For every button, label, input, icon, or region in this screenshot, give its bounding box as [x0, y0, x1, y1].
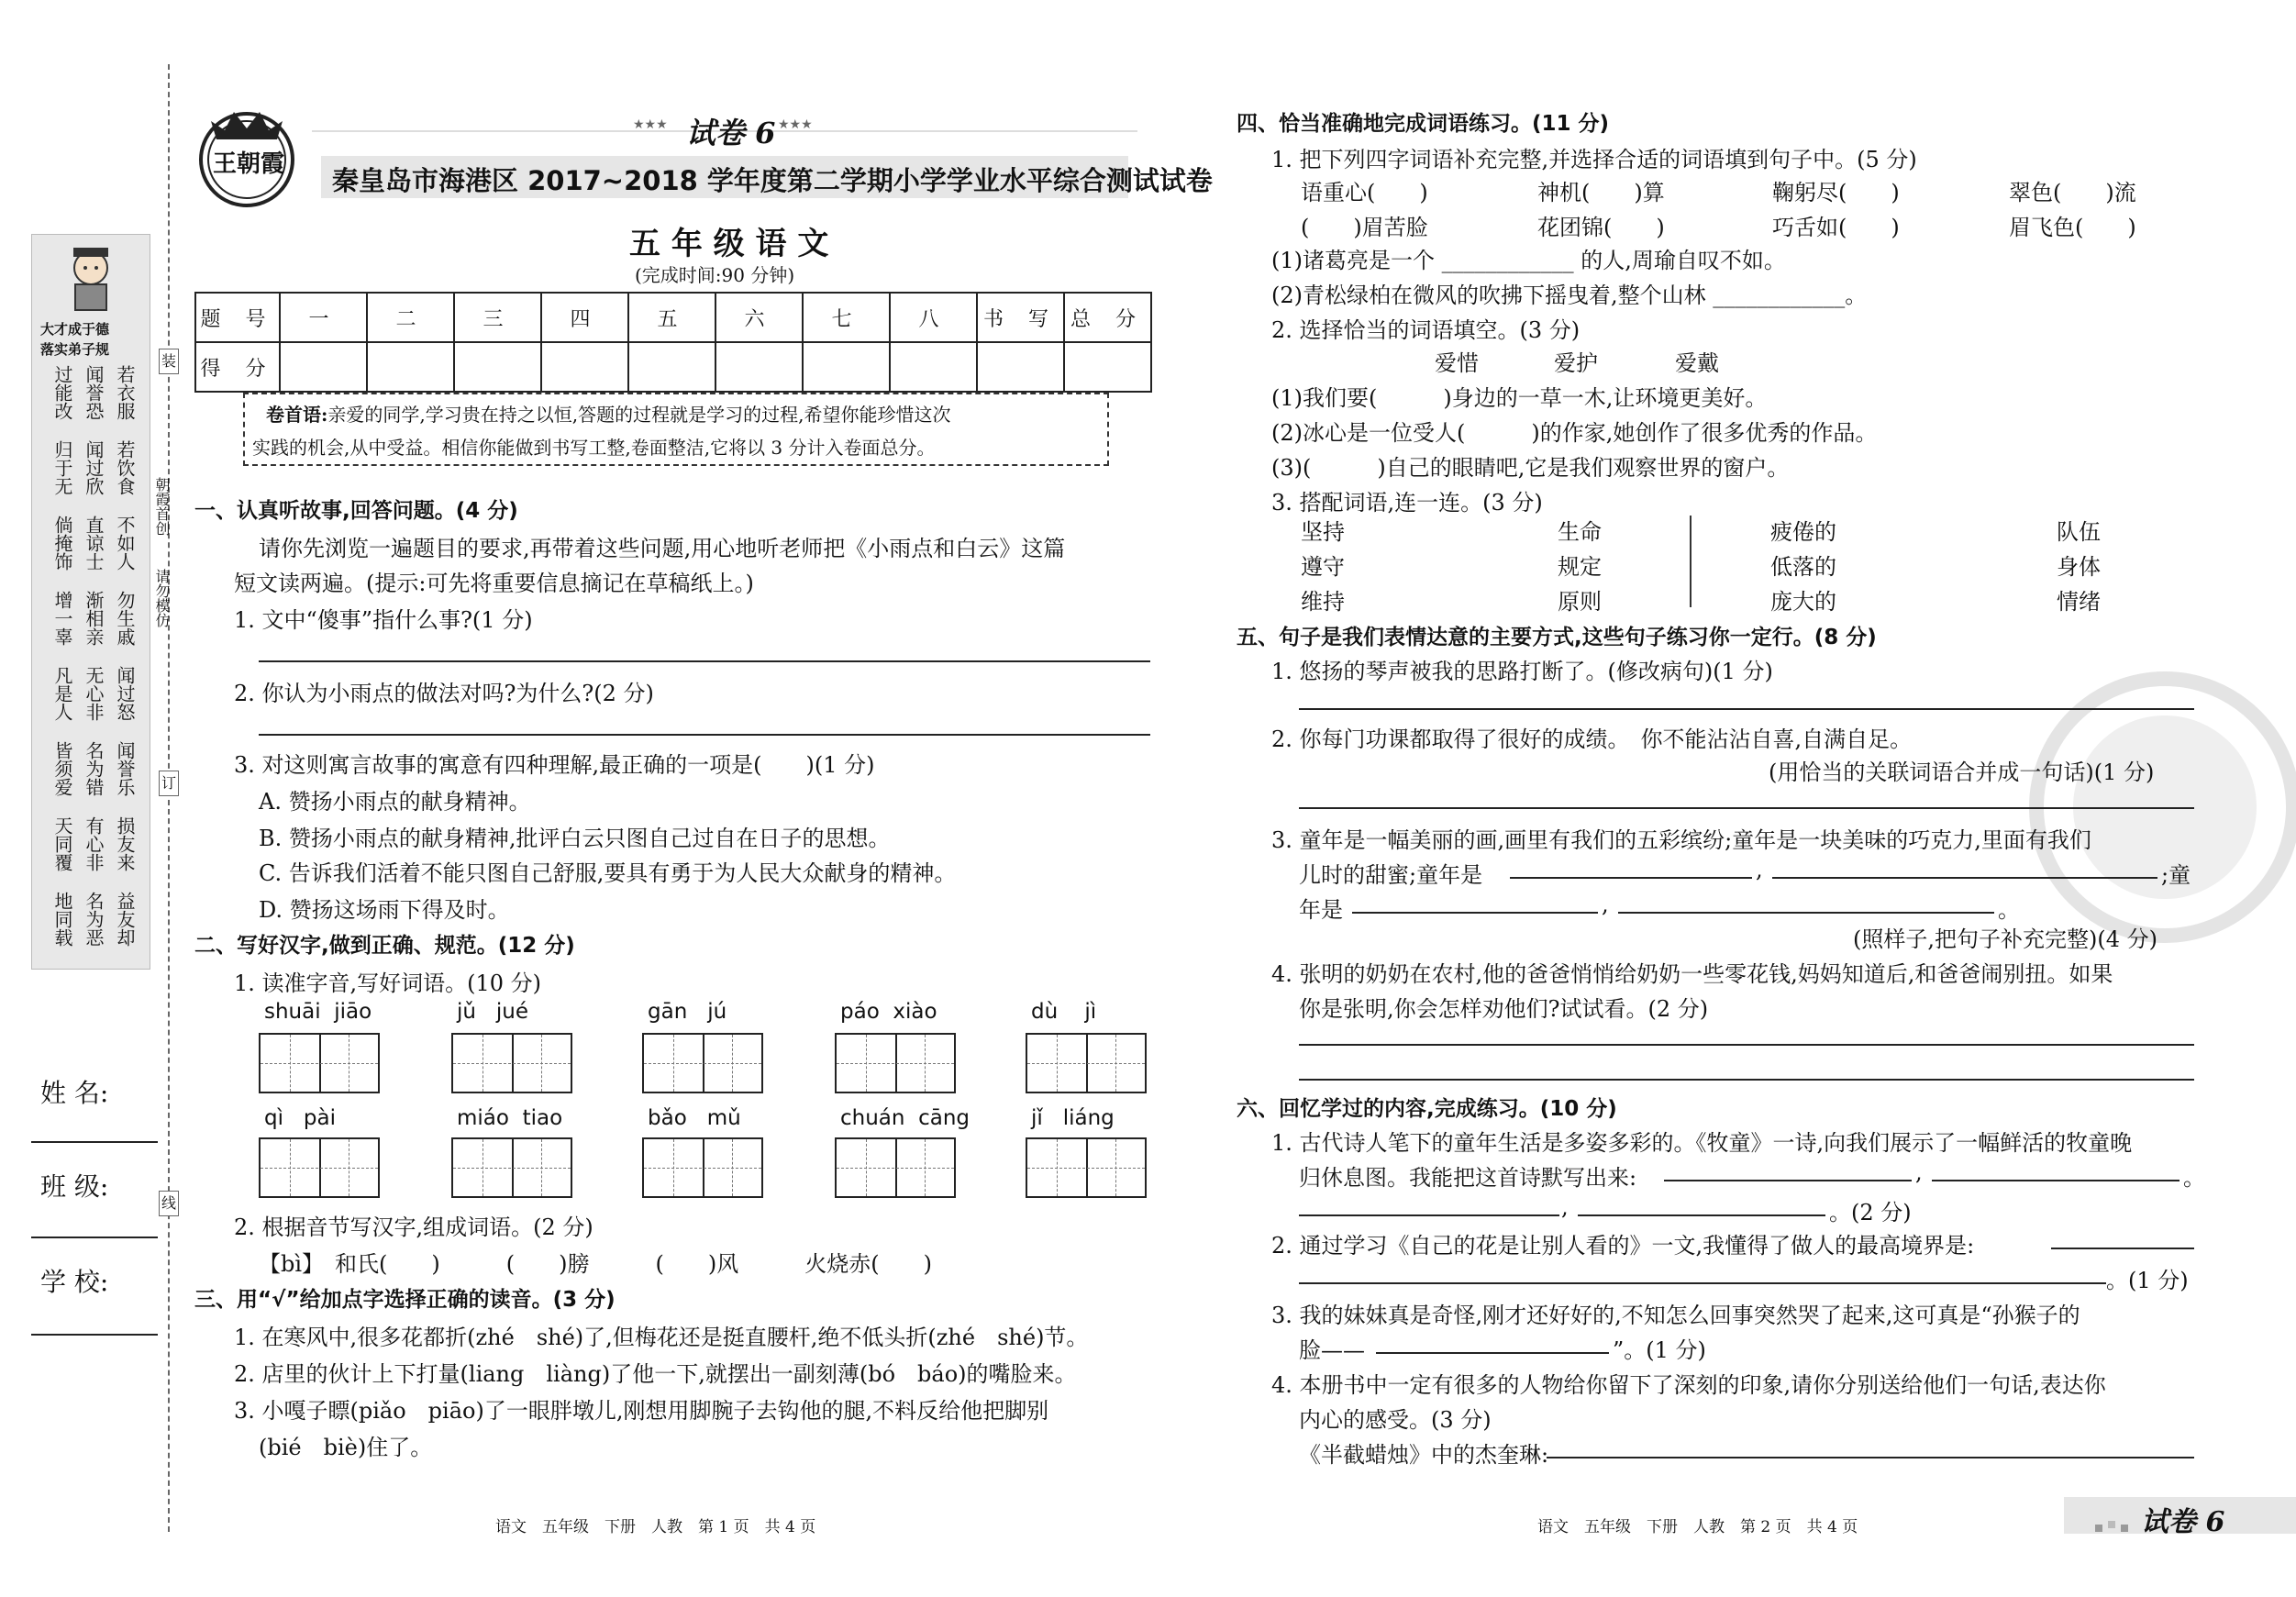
writing-grid-box[interactable] [259, 1033, 380, 1093]
sidebar-verse-column: 渐相亲 [83, 591, 105, 646]
s6-q2-blank-2[interactable] [1299, 1282, 2106, 1284]
s6-q1b: 归休息图。我能把这首诗默写出来: [1299, 1165, 1637, 1191]
s6-q3-end: ”。(1 分) [1613, 1337, 1706, 1363]
writing-grid-box[interactable] [642, 1137, 763, 1198]
sidebar-verse-column: 益友却 [114, 892, 136, 947]
s5-q3-blank-2[interactable] [1772, 877, 2157, 879]
sidebar-slogan-2: 落实弟子规 [40, 341, 110, 358]
score-input-cell[interactable] [280, 342, 367, 392]
match-word[interactable]: 坚持 [1301, 519, 1345, 545]
s6-q2-score: 。(1 分) [2106, 1268, 2189, 1293]
score-input-cell[interactable] [628, 342, 715, 392]
s6-poem-blank-4[interactable] [1578, 1214, 1825, 1216]
sidebar-verse-column: 名为错 [83, 741, 105, 796]
idiom-fill-item[interactable]: 眉飞色( ) [2009, 215, 2136, 240]
class-field[interactable] [31, 1237, 158, 1238]
school-field[interactable] [31, 1334, 158, 1336]
match-word[interactable]: 低落的 [1770, 554, 1836, 580]
score-row-label: 得 分 [195, 342, 280, 392]
writing-grid-box[interactable] [451, 1137, 572, 1198]
s5-q3-blank-1[interactable] [1510, 877, 1752, 879]
s2-q2: 2. 根据音节写汉字,组成词语。(2 分) [234, 1214, 593, 1240]
score-header-cell: 八 [890, 293, 977, 342]
section-4-title: 四、恰当准确地完成词语练习。(11 分) [1237, 112, 1610, 136]
school-label: 学 校: [40, 1267, 109, 1297]
s5-q1: 1. 悠扬的琴声被我的思路打断了。(修改病句)(1 分) [1271, 659, 1773, 684]
vertical-note-1: 朝霞首创 [153, 477, 171, 536]
s4-q1: 1. 把下列四字词语补充完整,并选择合适的词语填到句子中。(5 分) [1271, 147, 1917, 172]
s4-choice-1: 爱惜 [1435, 350, 1479, 376]
sidebar-verse-column: 无心非 [83, 666, 105, 721]
sidebar-verse-column: 损友来 [114, 816, 136, 871]
s5-q3-period: 。 [1998, 897, 2020, 923]
s4-q3: 3. 搭配词语,连一连。(3 分) [1271, 490, 1543, 516]
s6-q4-blank[interactable] [1547, 1457, 2194, 1458]
s1-q1: 1. 文中“傻事”指什么事?(1 分) [234, 607, 533, 633]
footer-right: 语文 五年级 下册 人教 第 2 页 共 4 页 [1537, 1518, 1858, 1536]
s3-q2[interactable]: 2. 店里的伙计上下打量(liang liàng)了他一下,就摆出一副刻薄(bó báo)的嘴脸来。 [234, 1361, 1077, 1387]
notice-line-1: 卷首语:亲爱的同学,学习贵在持之以恒,答题的过程就是学习的过程,希望你能珍惜这次 [266, 404, 951, 426]
exam-title: 秦皇岛市海港区 2017~2018 学年度第二学期小学学业水平综合测试试卷 [332, 165, 1213, 196]
s5-q3-blank-3[interactable] [1352, 912, 1598, 914]
match-word[interactable]: 维持 [1301, 589, 1345, 615]
s6-comma-2: , [1561, 1194, 1569, 1220]
score-input-cell[interactable] [715, 342, 803, 392]
s3-q3b[interactable]: (bié biè)住了。 [259, 1435, 433, 1460]
score-header-cell: 二 [367, 293, 454, 342]
match-word[interactable]: 身体 [2057, 554, 2101, 580]
s6-q2-blank-1[interactable] [2051, 1248, 2194, 1249]
footer-badge: 试卷 6 [2141, 1506, 2225, 1538]
s4-q2: 2. 选择恰当的词语填空。(3 分) [1271, 317, 1581, 343]
score-header-cell: 六 [715, 293, 803, 342]
s5-q3b: 儿时的甜蜜;童年是 [1299, 862, 1483, 888]
pinyin-label: miáo tiao [457, 1106, 563, 1130]
match-word[interactable]: 生命 [1558, 519, 1602, 545]
idiom-fill-item[interactable]: ( )眉苦脸 [1301, 215, 1428, 240]
score-input-cell[interactable] [367, 342, 454, 392]
match-word[interactable]: 庞大的 [1770, 589, 1836, 615]
s1-option-b[interactable]: B. 赞扬小雨点的献身精神,批评白云只图自己过自在日子的思想。 [259, 826, 891, 851]
score-input-cell[interactable] [803, 342, 890, 392]
pinyin-label: dù jì [1031, 1000, 1097, 1024]
score-input-cell[interactable] [1064, 342, 1151, 392]
s5-q3-comma-1: , [1756, 857, 1763, 882]
match-word[interactable]: 原则 [1558, 589, 1602, 615]
sidebar-verse-column: 不如人 [114, 516, 136, 571]
s4-sentence-1[interactable]: (1)诸葛亮是一个 ____________ 的人,周瑜自叹不如。 [1271, 248, 1786, 273]
score-header-cell: 总 分 [1064, 293, 1151, 342]
s1-q1-answer[interactable] [259, 660, 1150, 662]
score-table [194, 292, 1152, 393]
section-6-title: 六、回忆学过的内容,完成练习。(10 分) [1237, 1097, 1617, 1121]
fold-mark-3: 线 [159, 1191, 179, 1216]
subject-title: 五 年 级 语 文 [629, 226, 829, 262]
s5-q4b: 你是张明,你会怎样劝他们?试试看。(2 分) [1299, 996, 1709, 1022]
score-input-cell[interactable] [454, 342, 541, 392]
s5-q3a: 3. 童年是一幅美丽的画,画里有我们的五彩缤纷;童年是一块美味的巧克力,里面有我们 [1271, 827, 2091, 853]
sidebar-verse-column: 闻过怒 [114, 666, 136, 721]
name-field[interactable] [31, 1141, 158, 1143]
sidebar-verse-column: 若衣服 [114, 365, 136, 420]
idiom-fill-item[interactable]: 巧舌如( ) [1772, 215, 1900, 240]
writing-grid-box[interactable] [259, 1137, 380, 1198]
match-divider [1690, 516, 1691, 607]
sidebar-mascot [55, 240, 127, 314]
pinyin-label: jǔ jué [457, 1000, 529, 1024]
pinyin-label: chuán cāng [840, 1106, 971, 1130]
s4-sentence-2[interactable]: (2)青松绿柏在微风的吹拂下摇曳着,整个山林 ____________。 [1271, 283, 1868, 308]
sidebar-verse-column: 闻誉乐 [114, 741, 136, 796]
name-label: 姓 名: [40, 1078, 109, 1108]
sidebar-verse-column: 天同覆 [51, 816, 73, 871]
sidebar-verse-column: 名为恶 [83, 892, 105, 947]
score-input-cell[interactable] [541, 342, 628, 392]
s6-q2: 2. 通过学习《自己的花是让别人看的》一文,我懂得了做人的最高境界是: [1271, 1233, 1975, 1259]
sidebar-verse-column: 闻誉恐 [83, 365, 105, 420]
match-word[interactable]: 疲倦的 [1770, 519, 1836, 545]
match-word[interactable]: 情绪 [2057, 589, 2101, 615]
score-header-cell: 四 [541, 293, 628, 342]
match-word[interactable]: 队伍 [2057, 519, 2101, 545]
score-header-cell: 书 写 [977, 293, 1064, 342]
s3-q1[interactable]: 1. 在寒风中,很多花都折(zhé shé)了,但梅花还是挺直腰杆,绝不低头折(zhé shé)节。 [234, 1325, 1089, 1350]
sidebar-verse-column: 若饮食 [114, 440, 136, 495]
fold-mark-2: 订 [159, 771, 179, 796]
writing-grid-box[interactable] [835, 1033, 956, 1093]
sidebar-verse-column: 皆须爱 [51, 741, 73, 796]
s2-q1: 1. 读准字音,写好词语。(10 分) [234, 970, 542, 996]
pinyin-label: bǎo mǔ [648, 1106, 741, 1130]
s5-q2-answer[interactable] [1299, 807, 2194, 809]
s4-choice-2: 爱护 [1554, 350, 1598, 376]
s5-q2: 2. 你每门功课都取得了很好的成绩。 你不能沾沾自喜,自满自足。 [1271, 726, 1913, 752]
writing-grid-box[interactable] [835, 1137, 956, 1198]
pinyin-label: páo xiào [840, 1000, 937, 1024]
section-5-title: 五、句子是我们表情达意的主要方式,这些句子练习你一定行。(8 分) [1237, 626, 1877, 649]
footer-badge-dots [2095, 1512, 2132, 1523]
match-word[interactable]: 遵守 [1301, 554, 1345, 580]
s1-q2-answer[interactable] [259, 734, 1150, 736]
s5-q2-note: (用恰当的关联词语合并成一句话)(1 分) [1769, 760, 2155, 785]
paper-stars-right: ★★★ [778, 117, 813, 132]
score-header-cell: 题 号 [195, 293, 280, 342]
sidebar-verse-column: 闻过欣 [83, 440, 105, 495]
writing-grid-box[interactable] [451, 1033, 572, 1093]
s5-q1-answer[interactable] [1299, 708, 2194, 710]
s5-q3-semicolon: ;童 [2161, 862, 2191, 888]
s6-q4b: 内心的感受。(3 分) [1299, 1407, 1492, 1433]
sidebar-verse-column: 倘掩饰 [51, 516, 73, 571]
s3-q3a[interactable]: 3. 小嘎子瞟(piǎo piāo)了一眼胖墩儿,刚想用脚腕子去钩他的腿,不料反给他把脚别 [234, 1398, 1049, 1424]
sidebar-verse-column: 增一辜 [51, 591, 73, 646]
section-2-title: 二、写好汉字,做到正确、规范。(12 分) [194, 934, 575, 958]
notice-line-2: 实践的机会,从中受益。相信你能做到书写工整,卷面整洁,它将以 3 分计入卷面总分。 [252, 437, 936, 459]
class-label: 班 级: [40, 1171, 109, 1202]
s1-intro-1: 请你先浏览一遍题目的要求,再带着这些问题,用心地听老师把《小雨点和白云》这篇 [259, 536, 1066, 561]
s6-q3b: 脸—— [1299, 1337, 1365, 1363]
sidebar-verse-column: 凡是人 [51, 666, 73, 721]
s4-choice-sentence-2[interactable]: (2)冰心是一位受人( )的作家,她创作了很多优秀的作品。 [1271, 420, 1878, 446]
s6-q1a: 1. 古代诗人笔下的童年生活是多姿多彩的。《牧童》一诗,向我们展示了一幅鲜活的牧童晚 [1271, 1130, 2133, 1156]
section-1-title: 一、认真听故事,回答问题。(4 分) [194, 499, 518, 523]
score-input-cell[interactable] [890, 342, 977, 392]
score-header-cell: 三 [454, 293, 541, 342]
sidebar-verse-column: 过能改 [51, 365, 73, 420]
s1-option-d[interactable]: D. 赞扬这场雨下得及时。 [259, 897, 510, 923]
pinyin-label: gān jú [648, 1000, 727, 1024]
s6-q4c: 《半截蜡烛》中的杰奎琳: [1299, 1442, 1549, 1468]
s1-option-a[interactable]: A. 赞扬小雨点的献身精神。 [259, 789, 531, 815]
footer-left: 语文 五年级 下册 人教 第 1 页 共 4 页 [495, 1518, 816, 1536]
score-header-cell: 一 [280, 293, 367, 342]
binding-line [168, 64, 170, 1532]
idiom-fill-item[interactable]: 鞠躬尽( ) [1772, 180, 1900, 205]
s6-comma-1: , [1915, 1159, 1923, 1185]
fold-mark-1: 装 [159, 349, 179, 374]
pinyin-label: shuāi jiāo [264, 1000, 372, 1024]
writing-grid-box[interactable] [1026, 1137, 1147, 1198]
writing-grid-box[interactable] [1026, 1033, 1147, 1093]
section-3-title: 三、用“√”给加点字选择正确的读音。(3 分) [194, 1288, 616, 1312]
writing-grid-box[interactable] [642, 1033, 763, 1093]
s5-q3-note: (照样子,把句子补充完整)(4 分) [1853, 926, 2157, 952]
s5-q4-answer-1[interactable] [1299, 1044, 2194, 1046]
idiom-fill-item[interactable]: 翠色( )流 [2009, 180, 2136, 205]
score-header-cell: 七 [803, 293, 890, 342]
score-header-cell: 五 [628, 293, 715, 342]
s5-q4a: 4. 张明的奶奶在农村,他的爸爸悄悄给奶奶一些零花钱,妈妈知道后,和爸爸闹别扭。如果 [1271, 961, 2113, 987]
s4-choice-sentence-1[interactable]: (1)我们要( )身边的一草一木,让环境更美好。 [1271, 385, 1768, 411]
s5-q3-comma-2: , [1602, 892, 1609, 917]
sidebar-verse-column: 有心非 [83, 816, 105, 871]
s5-q4-answer-2[interactable] [1299, 1079, 2194, 1081]
sidebar-verse-column: 归于无 [51, 440, 73, 495]
s6-q3-blank[interactable] [1376, 1352, 1609, 1354]
s6-poem-blank-2[interactable] [1932, 1180, 2180, 1181]
s5-q3c: 年是 [1299, 897, 1343, 923]
pinyin-label: qì pài [264, 1106, 337, 1130]
s2-q2-line[interactable]: 【bì】 和氏( ) ( )膀 ( )风 火烧赤( ) [259, 1251, 932, 1277]
logo-text: 王朝霞 [213, 150, 285, 178]
paper-number: 试卷 6 [686, 116, 776, 150]
s1-q3: 3. 对这则寓言故事的寓意有四种理解,最正确的一项是( )(1 分) [234, 752, 875, 778]
s6-q1-score: 。(2 分) [1829, 1200, 1912, 1225]
s6-q4a: 4. 本册书中一定有很多的人物给你留下了深刻的印象,请你分别送给他们一句话,表达你 [1271, 1372, 2106, 1398]
s1-option-c[interactable]: C. 告诉我们活着不能只图自己舒服,要具有勇于为人民大众献身的精神。 [259, 860, 957, 886]
s5-q3-blank-4[interactable] [1618, 912, 1994, 914]
match-word[interactable]: 规定 [1558, 554, 1602, 580]
sidebar-slogan-1: 大才成于德 [40, 321, 110, 338]
sidebar-verse-column: 直谅士 [83, 516, 105, 571]
s6-poem-blank-3[interactable] [1299, 1214, 1559, 1216]
s4-choice-sentence-3[interactable]: (3)( )自己的眼睛吧,它是我们观察世界的窗户。 [1271, 455, 1790, 481]
exam-time: (完成时间:90 分钟) [635, 264, 795, 286]
pinyin-label: jǐ liáng [1031, 1106, 1115, 1130]
idiom-fill-item[interactable]: 花团锦( ) [1537, 215, 1665, 240]
idiom-fill-item[interactable]: 语重心( ) [1301, 180, 1428, 205]
idiom-fill-item[interactable]: 神机( )算 [1537, 180, 1665, 205]
s1-q2: 2. 你认为小雨点的做法对吗?为什么?(2 分) [234, 681, 654, 706]
s6-poem-blank-1[interactable] [1664, 1180, 1912, 1181]
sidebar-verse-column: 勿生戚 [114, 591, 136, 646]
s4-choice-3: 爱戴 [1675, 350, 1719, 376]
paper-stars-left: ★★★ [633, 117, 668, 132]
s1-intro-2: 短文读两遍。(提示:可先将重要信息摘记在草稿纸上。) [234, 571, 754, 596]
s6-period-1: 。 [2183, 1165, 2205, 1191]
s6-q3a: 3. 我的妹妹真是奇怪,刚才还好好的,不知怎么回事突然哭了起来,这可真是“孙猴子的 [1271, 1303, 2080, 1328]
vertical-note-2: 请勿模仿 [153, 569, 171, 627]
score-input-cell[interactable] [977, 342, 1064, 392]
sidebar-verse-column: 地同载 [51, 892, 73, 947]
